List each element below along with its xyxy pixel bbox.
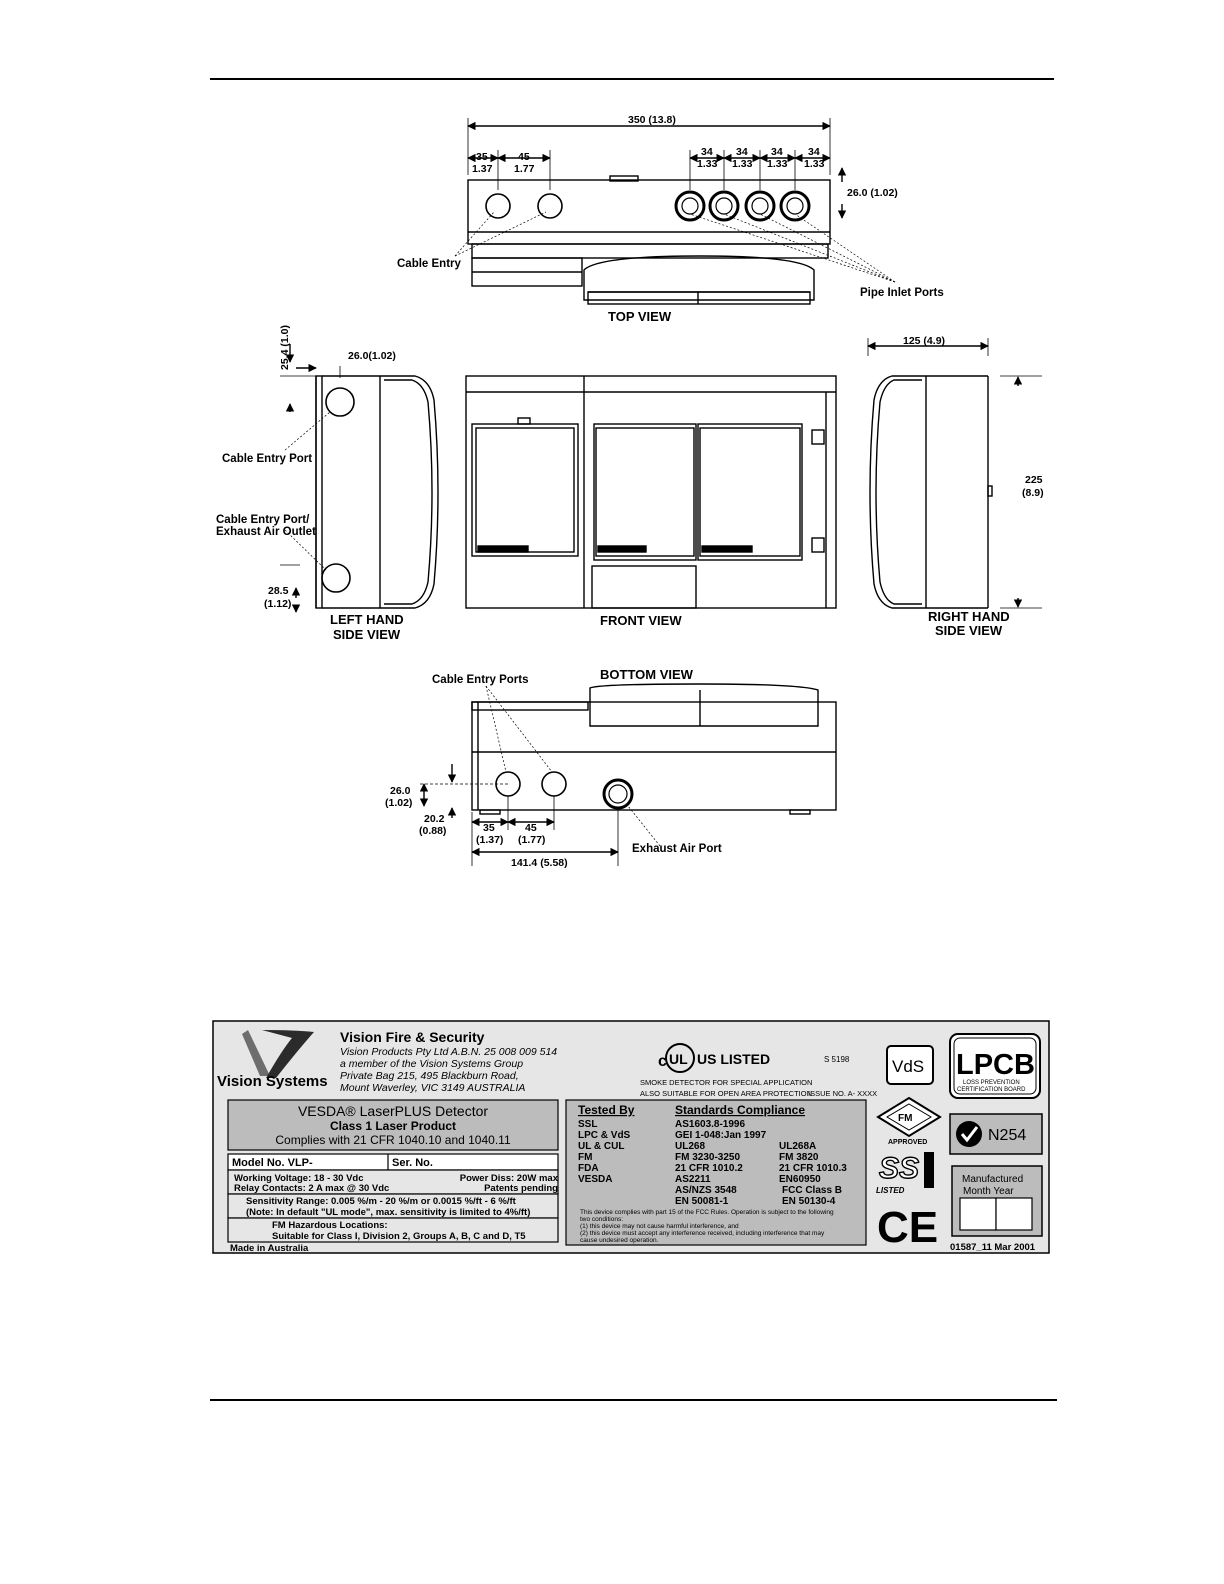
- product-compliance: Complies with 21 CFR 1040.10 and 1040.11: [275, 1133, 511, 1147]
- tested-by-cell: VESDA: [578, 1174, 613, 1185]
- dim-bottom-offset-in: (1.37): [476, 834, 504, 846]
- standards-heading: Standards Compliance: [675, 1103, 806, 1117]
- fm-hazardous-title: FM Hazardous Locations:: [272, 1220, 388, 1231]
- label-cable-exhaust-2: Exhaust Air Outlet: [216, 526, 316, 538]
- fm-hazardous-class: Suitable for Class I, Division 2, Groups A, B, C and D, T5: [272, 1231, 526, 1242]
- dim-cable-spacing-in: 1.77: [514, 163, 535, 175]
- fcc-line: (2) this device must accept any interference received, including interference that may: [580, 1230, 825, 1237]
- dim-top-depth: 26.0 (1.02): [847, 187, 898, 199]
- caption-top-view: TOP VIEW: [608, 309, 672, 324]
- dim-pipe-spacing-in: 1.33: [697, 158, 718, 170]
- footer-rule: [210, 1399, 1057, 1401]
- address-line: Vision Products Pty Ltd A.B.N. 25 008 009 514: [340, 1046, 558, 1058]
- dim-bottom-depth-in: (1.02): [385, 797, 413, 809]
- manufactured-text: Manufactured: [962, 1174, 1024, 1185]
- vds-mark: [887, 1046, 933, 1084]
- dim-exhaust-offset: 141.4 (5.58): [511, 857, 568, 869]
- dim-pipe-spacing: 34: [701, 146, 713, 158]
- tested-by-cell: FDA: [578, 1163, 599, 1174]
- tested-by-cell: LPC & VdS: [578, 1130, 631, 1141]
- dim-side-offset: 25.4 (1.0): [279, 325, 291, 370]
- fcc-line: (1) this device may not cause harmful interference, and: [580, 1223, 739, 1230]
- smoke-detector-note-1: SMOKE DETECTOR FOR SPECIAL APPLICATION: [640, 1078, 813, 1087]
- brand-name: Vision Systems: [217, 1073, 328, 1090]
- issue-number: ISSUE NO. A- XXXX: [808, 1089, 878, 1098]
- label-pipe-inlet-ports: Pipe Inlet Ports: [860, 287, 944, 299]
- standard-cell: FCC Class B: [782, 1185, 843, 1196]
- dim-pipe-spacing-in: 1.33: [732, 158, 753, 170]
- standard-cell: EN 50081-1: [675, 1196, 729, 1207]
- standards-panel: [566, 1100, 866, 1245]
- front-view: [466, 376, 836, 608]
- address-line: Private Bag 215, 495 Blackburn Road,: [340, 1070, 519, 1082]
- lpcb-sub-1: LOSS PREVENTION: [963, 1080, 1020, 1086]
- standard-cell: FM 3230-3250: [675, 1152, 741, 1163]
- dim-cable-spacing: 45: [518, 151, 530, 163]
- dim-bottom-edge-in: (0.88): [419, 825, 447, 837]
- left-side-view: [280, 344, 438, 612]
- standard-cell: 21 CFR 1010.2: [675, 1163, 743, 1174]
- caption-right-view-1: RIGHT HAND: [928, 609, 1010, 624]
- product-label: [212, 1020, 1052, 1256]
- fm-badge-text: FM: [898, 1113, 913, 1124]
- dim-pipe-spacing-in: 1.33: [804, 158, 825, 170]
- fm-approved-text: APPROVED: [888, 1139, 928, 1146]
- dim-bottom-depth: 26.0: [390, 785, 411, 797]
- standard-cell: EN 50130-4: [782, 1196, 836, 1207]
- working-voltage: Working Voltage: 18 - 30 Vdc: [234, 1173, 364, 1184]
- lpcb-sub-2: CERTIFICATION BOARD: [957, 1087, 1026, 1093]
- dim-pipe-spacing: 34: [771, 146, 783, 158]
- standard-cell: UL268A: [779, 1141, 817, 1152]
- standard-cell: UL268: [675, 1141, 706, 1152]
- lpcb-mark: [950, 1034, 1040, 1098]
- ssl-listed-text: LISTED: [876, 1186, 905, 1195]
- svg-text:SS: SS: [879, 1152, 920, 1185]
- dim-bottom-spacing-in: (1.77): [518, 834, 546, 846]
- made-in: Made in Australia: [230, 1243, 309, 1254]
- dim-pipe-spacing-in: 1.33: [767, 158, 788, 170]
- standard-cell: FM 3820: [779, 1152, 819, 1163]
- power-dissipation: Power Diss: 20W max: [459, 1173, 558, 1184]
- standard-cell: AS2211: [675, 1174, 711, 1185]
- dim-right-width: 125 (4.9): [903, 335, 946, 347]
- dim-pipe-spacing: 34: [736, 146, 748, 158]
- address-line: Mount Waverley, VIC 3149 AUSTRALIA: [340, 1082, 526, 1094]
- company-name: Vision Fire & Security: [340, 1029, 485, 1045]
- ce-mark: [877, 1203, 938, 1252]
- dim-cable-offset: 35: [476, 151, 488, 163]
- dim-lower-port: 28.5: [268, 585, 289, 597]
- dim-height: 225: [1025, 474, 1043, 486]
- dim-bottom-spacing: 45: [525, 822, 537, 834]
- sensitivity-range: Sensitivity Range: 0.005 %/m - 20 %/m or 0.0015 %/ft - 6 %/ft: [246, 1196, 516, 1207]
- label-cable-entry: Cable Entry: [397, 258, 461, 270]
- caption-front-view: FRONT VIEW: [600, 613, 682, 628]
- address-line: a member of the Vision Systems Group: [340, 1058, 524, 1070]
- n254-text: N254: [988, 1127, 1027, 1144]
- label-date-code: 01587_11 Mar 2001: [950, 1242, 1036, 1253]
- ul-c: c: [658, 1053, 667, 1070]
- dim-height-in: (8.9): [1022, 487, 1044, 499]
- tested-by-cell: FM: [578, 1152, 593, 1163]
- product-class: Class 1 Laser Product: [329, 1119, 457, 1133]
- dim-cable-offset-in: 1.37: [472, 163, 493, 175]
- standard-cell: 21 CFR 1010.3: [779, 1163, 847, 1174]
- tested-by-cell: SSL: [578, 1119, 598, 1130]
- label-exhaust-air-port: Exhaust Air Port: [632, 843, 722, 855]
- dim-bottom-offset: 35: [483, 822, 495, 834]
- patents-pending: Patents pending: [484, 1183, 558, 1194]
- product-panel: [228, 1100, 559, 1242]
- caption-right-view-2: SIDE VIEW: [935, 623, 1003, 638]
- model-number: Model No. VLP-: [232, 1157, 313, 1169]
- ul-file-code: S 5198: [824, 1055, 850, 1064]
- fcc-line: This device complies with part 15 of the FCC Rules. Operation is subject to the following: [580, 1209, 834, 1216]
- caption-left-view-2: SIDE VIEW: [333, 627, 401, 642]
- standard-cell: EN60950: [779, 1174, 821, 1185]
- right-side-view: [868, 338, 1042, 608]
- manufactured-box: [952, 1166, 1042, 1236]
- ce-text: CE: [877, 1203, 939, 1252]
- lpcb-text: LPCB: [956, 1049, 1035, 1081]
- product-title: VESDA® LaserPLUS Detector: [297, 1103, 489, 1119]
- dim-side-depth: 26.0(1.02): [348, 350, 396, 362]
- smoke-detector-note-2: ALSO SUITABLE FOR OPEN AREA PROTECTION: [640, 1089, 812, 1098]
- ul-logo-text: UL: [669, 1051, 688, 1067]
- vds-text: VdS: [892, 1057, 925, 1076]
- fcc-line: two conditions:: [580, 1216, 623, 1223]
- label-cable-entry-port: Cable Entry Port: [222, 453, 313, 465]
- sensitivity-note: (Note: In default "UL mode", max. sensitivity is limited to 4%/ft): [246, 1207, 531, 1218]
- label-cable-entry-ports: Cable Entry Ports: [432, 674, 529, 686]
- month-year-text: Month Year: [963, 1186, 1014, 1197]
- relay-contacts: Relay Contacts: 2 A max @ 30 Vdc: [234, 1183, 390, 1194]
- dim-bottom-edge: 20.2: [424, 813, 445, 825]
- standard-cell: GEI 1-048:Jan 1997: [675, 1130, 767, 1141]
- tested-by-heading: Tested By: [578, 1103, 635, 1117]
- caption-bottom-view: BOTTOM VIEW: [600, 667, 693, 682]
- label-cable-exhaust-1: Cable Entry Port/: [216, 514, 310, 526]
- standard-cell: AS/NZS 3548: [675, 1185, 737, 1196]
- fcc-line: cause undesired operation.: [580, 1237, 659, 1244]
- top-view: [455, 118, 895, 304]
- serial-number: Ser. No.: [392, 1157, 433, 1169]
- standard-cell: AS1603.8-1996: [675, 1119, 746, 1130]
- caption-left-view-1: LEFT HAND: [330, 612, 404, 627]
- dim-overall-width: 350 (13.8): [628, 114, 676, 126]
- dim-pipe-spacing: 34: [808, 146, 820, 158]
- tested-by-cell: UL & CUL: [578, 1141, 625, 1152]
- dim-lower-port-in: (1.12): [264, 598, 292, 610]
- n254-mark: [950, 1114, 1042, 1154]
- ul-listed: US LISTED: [697, 1051, 771, 1067]
